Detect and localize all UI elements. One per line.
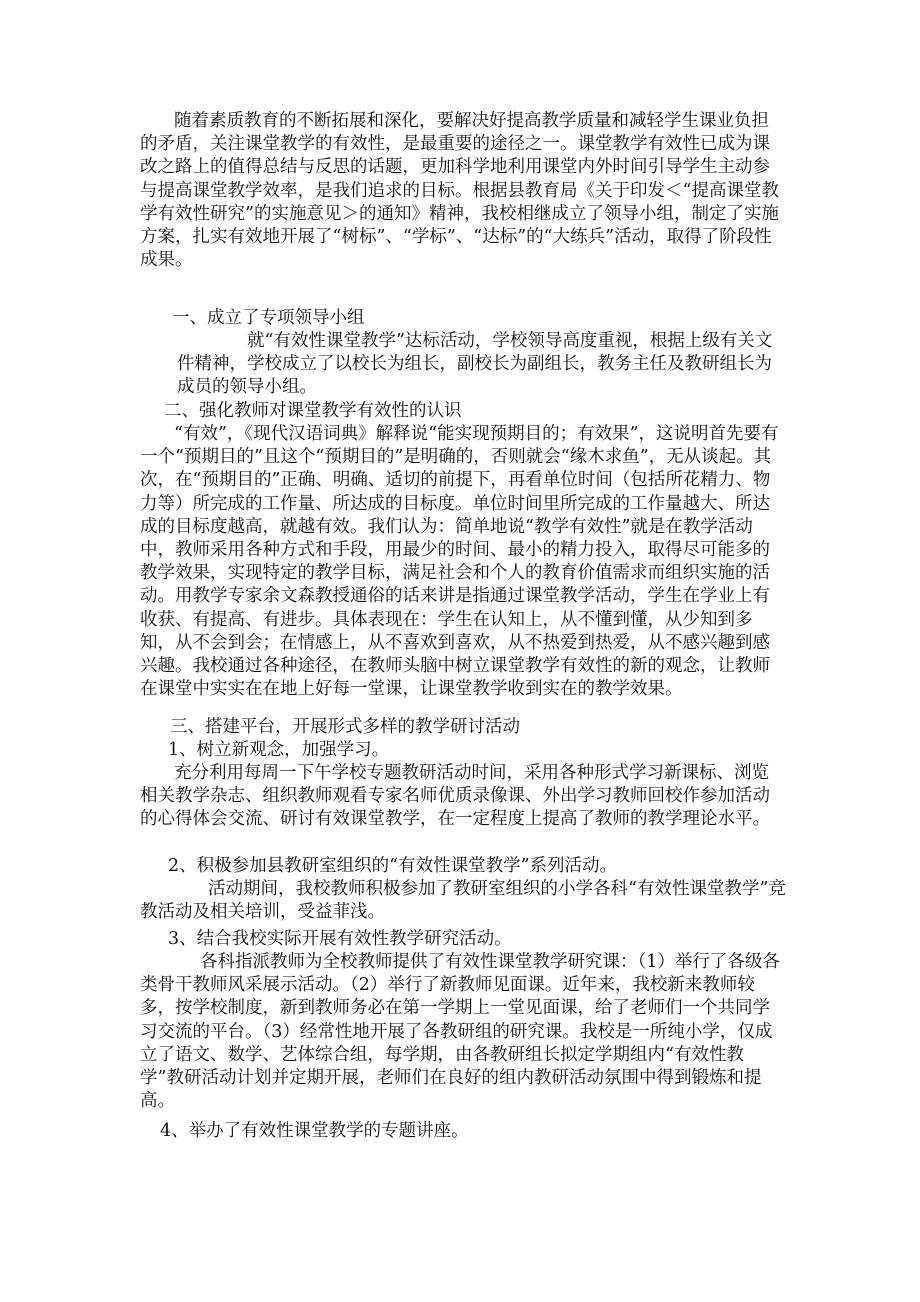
item-heading-2: 2、积极参加县教研室组织的“有效性课堂教学”系列活动。 bbox=[168, 856, 618, 876]
item-heading-4: 4、举办了有效性课堂教学的专题讲座。 bbox=[160, 1121, 469, 1141]
item-heading-3: 3、结合我校实际开展有效性教学研究活动。 bbox=[168, 929, 512, 949]
section-heading-1: 一、成立了专项领导小组 bbox=[172, 308, 365, 328]
section-body-2: “有效”，《现代汉语词典》解释说“能实现预期目的；有效果”，这说明首先要有一个“预期目的”且这个“预期目的”是明确的，否则就会“缘木求鱼”，无从谈起。其次，在“预期目的”正确、明确、适切的前提下，再看单位时间（包括所花精力、物力等）所完成的工作量、所达成的目标度。单位时间里所完成的工作量越大、所达成的目标度越高，就越有效。我们认为：简单地说“教学有效性”就是在教学活动中，教师采用各种方式和手段，用最少的时间、最小的精力投入，取得尽可能多的教学效果，实现特定的教学目标，满足社会和个人的教育价值需求而组织实施的活动。用教学专家余文森教授通俗的话来讲是指通过课堂教学活动，学生在学业上有收获、有提高、有进步。具体表现在：学生在认知上，从不懂到懂，从少知到多知，从不会到会；在情感上，从不喜欢到喜欢，从不热爱到热爱，从不感兴趣到感兴趣。我校通过各种途径，在教师头脑中树立课堂教学有效性的新的观念，让教师在课堂中实实在在地上好每一堂课，让课堂教学收到实在的教学效果。 bbox=[140, 424, 779, 700]
section-heading-2: 二、强化教师对课堂教学有效性的认识 bbox=[164, 401, 462, 421]
section-heading-3: 三、搭建平台，开展形式多样的教学研讨活动 bbox=[170, 717, 520, 737]
item-body-2: 活动期间，我校教师积极参加了教研室组织的小学各科“有效性课堂教学”竞教活动及相关培训，受益菲浅。 bbox=[140, 879, 786, 923]
item-body-3: 各科指派教师为全校教师提供了有效性课堂教学研究课：（1）举行了各级各类骨干教师风采展示活动。（2）举行了新教师见面课。近年来，我校新来教师较多，按学校制度，新到教师务必在第一学期上一堂见面课，给了老师们一个共同学习交流的平台。（3）经常性地开展了各教研组的研究课。我校是一所纯小学，仅成立了语文、数学、艺体综合组，每学期，由各教研组长拟定学期组内“有效性教学”教研活动计划并定期开展，老师们在良好的组内教研活动氛围中得到锻炼和提高。 bbox=[140, 952, 780, 1112]
item-body-1: 充分利用每周一下午学校专题教研活动时间，采用各种形式学习新课标、浏览相关教学杂志、组织教师观看专家名师优质录像课、外出学习教师回校作参加活动的心得体会交流、研讨有效课堂教学，在一定程度上提高了教师的教学理论水平。 bbox=[140, 763, 770, 830]
section-body-1: 就“有效性课堂教学”达标活动，学校领导高度重视，根据上级有关文件精神，学校成立了以校长为组长，副校长为副组长，教务主任及教研组长为成员的领导小组。 bbox=[177, 331, 773, 398]
intro-paragraph: 随着素质教育的不断拓展和深化，要解决好提高教学质量和减轻学生课业负担的矛盾，关注课堂教学的有效性，是最重要的途径之一。课堂教学有效性已成为课改之路上的值得总结与反思的话题，更加科学地利用课堂内外时间引导学生主动参与提高课堂教学效率，是我们追求的目标。根据县教育局《关于印发＜“提高课堂教学有效性研究”的实施意见＞的通知》精神，我校相继成立了领导小组，制定了实施方案，扎实有效地开展了“树标”、“学标”、“达标”的“大练兵”活动，取得了阶段性成果。 bbox=[140, 111, 779, 271]
item-heading-1: 1、树立新观念，加强学习。 bbox=[168, 740, 390, 760]
